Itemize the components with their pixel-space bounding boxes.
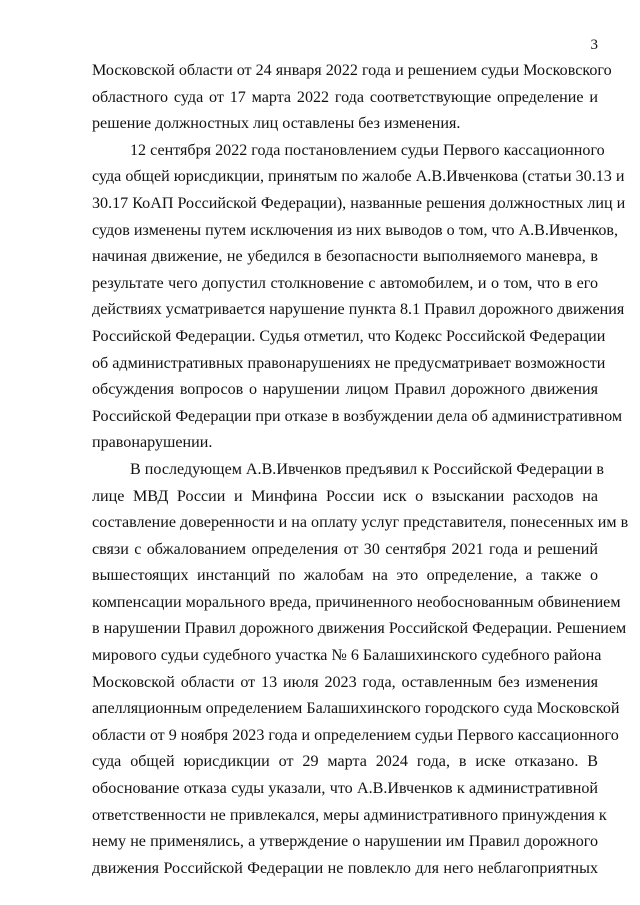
text-line: 30.17 КоАП Российской Федерации), названные решения должностных лиц и <box>92 194 626 212</box>
text-line: Московской области от 13 июля 2023 года, оставленным без изменения <box>92 673 598 691</box>
text-line: Российской Федерации. Судья отметил, что Кодекс Российской Федерации <box>92 327 606 345</box>
paragraph <box>92 457 629 883</box>
text-line: областного суда от 17 марта 2022 года соответствующие определение и <box>92 88 598 106</box>
text-line: вышестоящих инстанций по жалобам на это определение, а также о <box>92 567 598 585</box>
text-line: об административных правонарушениях не предусматривает возможности <box>92 354 606 372</box>
text-line: лице МВД России и Минфина России иск о взыскании расходов на <box>92 487 598 505</box>
text-line: суда общей юрисдикции от 29 марта 2024 года, в иске отказано. В <box>92 753 598 771</box>
text-line: обсуждения вопросов о нарушении лицом Правил дорожного движения <box>92 381 598 399</box>
text-line: компенсации морального вреда, причиненного необоснованным обвинением <box>92 593 621 611</box>
text-line: составление доверенности и на оплату услуг представителя, понесенных им в <box>92 514 629 532</box>
text-line: в нарушении Правил дорожного движения Российской Федерации. Решением <box>92 620 627 638</box>
document-body <box>92 58 629 882</box>
text-line: мирового судьи судебного участка № 6 Балашихинского судебного района <box>92 647 602 665</box>
text-line: начиная движение, не убедился в безопасности выполняемого маневра, в <box>92 248 598 266</box>
text-line: Московской области от 24 января 2022 года и решением судьи Московского <box>92 62 612 79</box>
text-line: результате чего допустил столкновение с автомобилем, и о том, что в его <box>92 274 598 292</box>
paragraph <box>92 58 612 138</box>
text-line: области от 9 ноября 2023 года и определением судьи Первого кассационного <box>92 726 619 744</box>
text-line: Российской Федерации при отказе в возбуждении дела об административном <box>92 407 623 425</box>
text-line: обоснование отказа суды указали, что А.В.Ивченков к административной <box>92 780 598 798</box>
text-line: судов изменены путем исключения из них выводов о том, что А.В.Ивченков, <box>92 221 619 239</box>
text-line: суда общей юрисдикции, принятым по жалобе А.В.Ивченкова (статьи 30.13 и <box>92 168 625 186</box>
text-line: движения Российской Федерации не повлекло для него неблагоприятных <box>92 859 598 877</box>
text-line: нему не применялись, а утверждение о нарушении им Правил дорожного <box>92 833 598 851</box>
text-line: решение должностных лиц оставлены без изменения. <box>92 115 461 133</box>
text-line: ответственности не привлекался, меры административного принуждения к <box>92 806 607 824</box>
text-line: В последующем А.В.Ивченков предъявил к Российской Федерации в <box>130 460 605 478</box>
text-line: апелляционным определением Балашихинского городского суда Московской <box>92 700 620 718</box>
text-line: связи с обжалованием определения от 30 сентября 2021 года и решений <box>92 540 598 558</box>
text-line: правонарушении. <box>92 434 213 452</box>
text-line: 12 сентября 2022 года постановлением судьи Первого кассационного <box>130 141 605 159</box>
paragraph <box>92 138 626 457</box>
text-line: действиях усматривается нарушение пункта 8.1 Правил дорожного движения <box>92 301 625 319</box>
page-number: 3 <box>590 37 598 53</box>
